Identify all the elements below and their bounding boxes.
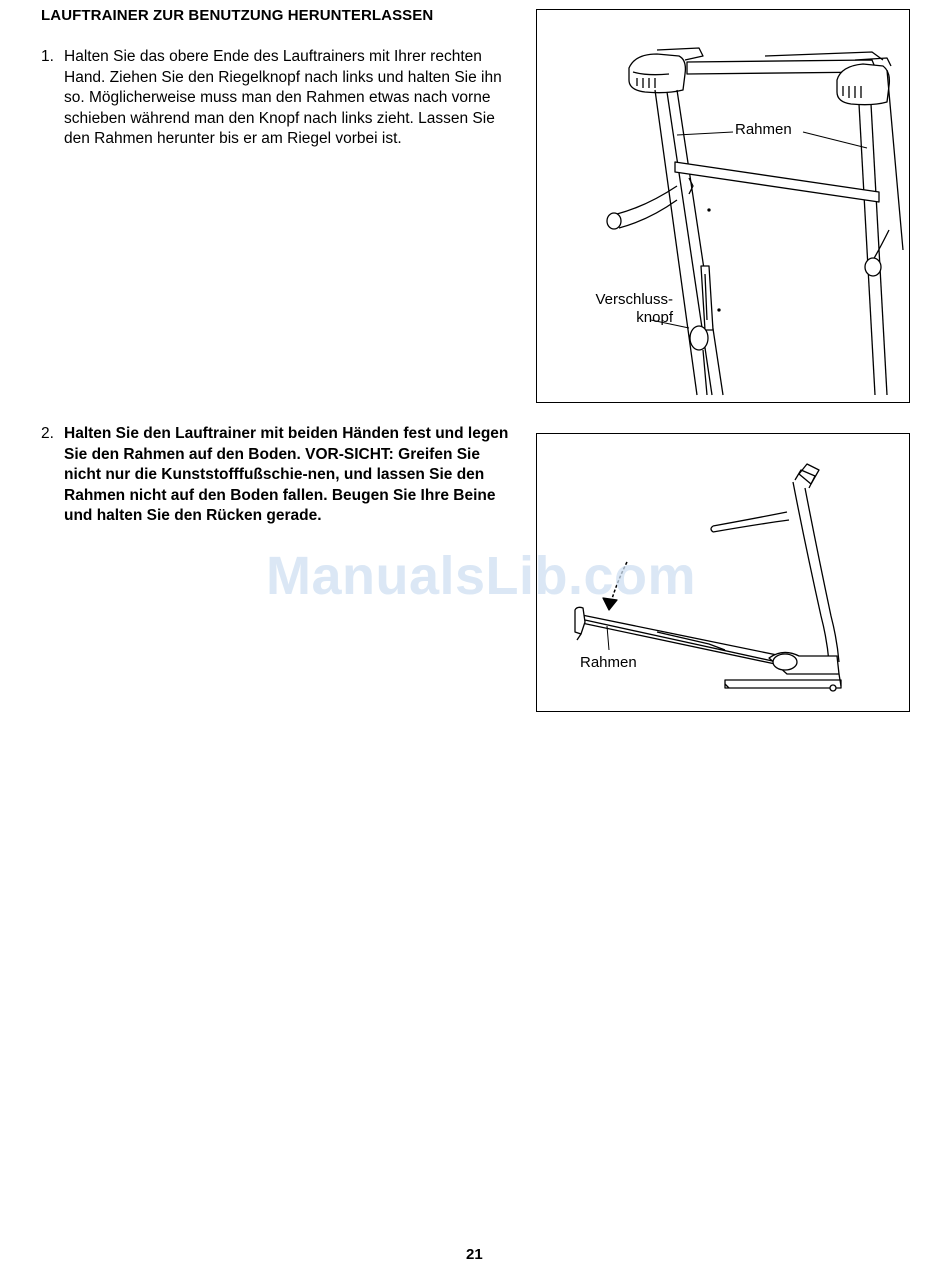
step-2-text: Halten Sie den Lauftrainer mit beiden Händen fest und legen Sie den Rahmen auf den Boden. VOR-SICHT: Greifen Sie nicht nur die Kunststofffußschie-nen, und lassen Sie den Rahmen nicht auf den Boden fallen. Beugen Sie Ihre Beine und halten Sie den Rücken gerade.	[64, 425, 509, 525]
watermark: ManualsLib.com	[266, 546, 697, 606]
section-heading: LAUFTRAINER ZUR BENUTZUNG HERUNTERLASSEN	[41, 7, 434, 24]
label-frame-lowered: Rahmen	[580, 654, 637, 671]
label-latch-knob-line1: Verschluss-	[595, 291, 673, 308]
step-2-number: 2.	[41, 425, 54, 442]
label-frame: Rahmen	[735, 121, 792, 138]
page-number: 21	[466, 1246, 483, 1263]
figure-1-illustration	[537, 10, 909, 402]
step-2	[41, 424, 516, 527]
step-1-text: Halten Sie das obere Ende des Lauftrainers mit Ihrer rechten Hand. Ziehen Sie den Riegelknopf nach links und halten Sie ihn so. Möglicherweise muss man den Rahmen etwas nach vorne schieben während man den Knopf nach links zieht. Lassen Sie den Rahmen herunter bis er am Riegel vorbei ist.	[64, 48, 502, 148]
step-1	[41, 47, 516, 150]
label-latch-knob	[583, 291, 673, 327]
step-1-number: 1.	[41, 48, 54, 65]
figure-1-treadmill-upright	[536, 9, 910, 403]
label-latch-knob-line2: knopf	[636, 309, 673, 326]
